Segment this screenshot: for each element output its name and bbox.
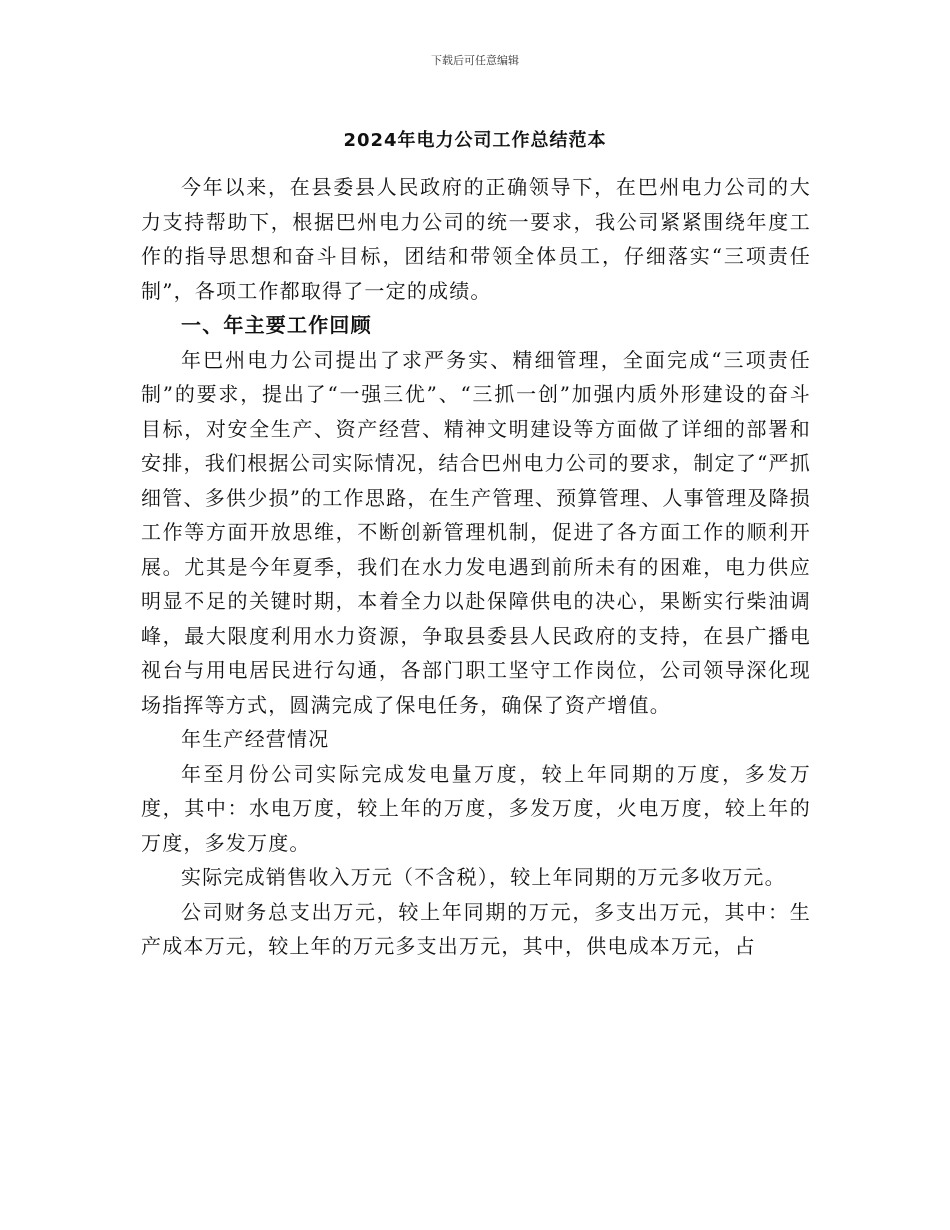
intro-paragraph: 今年以来，在县委县人民政府的正确领导下，在巴州电力公司的大力支持帮助下，根据巴州电力公司的统一要求，我公司紧紧围绕年度工作的指导思想和奋斗目标，团结和带领全体员工，仔细落实“三项责任制”，各项工作都取得了一定的成绩。 <box>141 175 811 303</box>
section-heading: 一、年主要工作回顾 <box>181 313 372 337</box>
sales-paragraph: 实际完成销售收入万元（不含税），较上年同期的万元多收万元。 <box>181 865 786 889</box>
header-note: 下载后可任意编辑 <box>431 54 519 67</box>
document-title: 2024年电力公司工作总结范本 <box>343 130 607 151</box>
document-body <box>141 170 811 964</box>
expenditure-paragraph: 公司财务总支出万元，较上年同期的万元，多支出万元，其中：生产成本万元，较上年的万元多支出万元，其中，供电成本万元，占 <box>141 899 811 958</box>
subsection-heading: 年生产经营情况 <box>181 727 330 751</box>
review-paragraph: 年巴州电力公司提出了求严务实、精细管理，全面完成“三项责任制”的要求，提出了“一强三优”、“三抓一创”加强内质外形建设的奋斗目标，对安全生产、资产经营、精神文明建设等方面做了详细的部署和安排，我们根据公司实际情况，结合巴州电力公司的要求，制定了“严抓细管、多供少损”的工作思路，在生产管理、预算管理、人事管理及降损工作等方面开放思维，不断创新管理机制，促进了各方面工作的顺利开展。尤其是今年夏季，我们在水力发电遇到前所未有的困难，电力供应明显不足的关键时期，本着全力以赴保障供电的决心，果断实行柴油调峰，最大限度利用水力资源，争取县委县人民政府的支持，在县广播电视台与用电居民进行勾通，各部门职工坚守工作岗位，公司领导深化现场指挥等方式，圆满完成了保电任务，确保了资产增值。 <box>141 347 811 717</box>
generation-paragraph: 年至月份公司实际完成发电量万度，较上年同期的万度，多发万度，其中：水电万度，较上年的万度，多发万度，火电万度，较上年的万度，多发万度。 <box>141 761 811 855</box>
